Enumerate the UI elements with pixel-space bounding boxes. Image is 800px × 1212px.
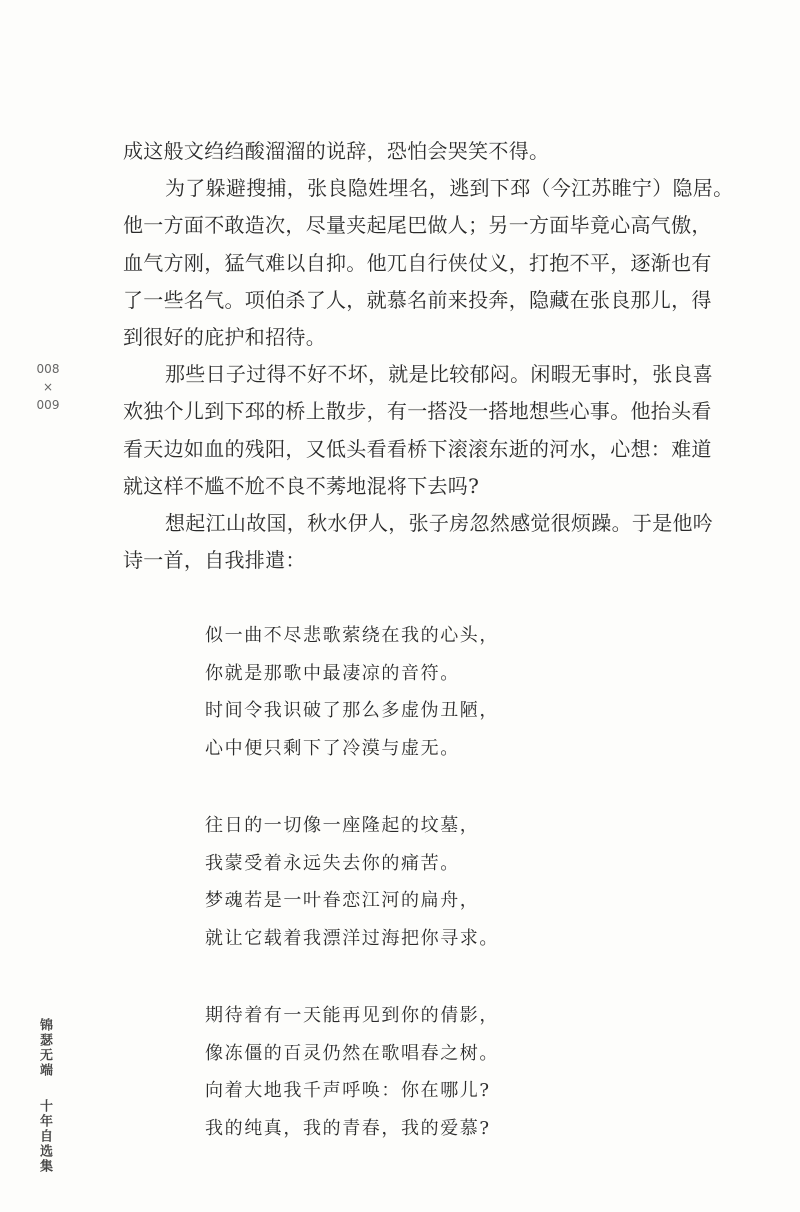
book-subtitle: 十年自选集 <box>37 1098 52 1174</box>
text-line: 为了躲避搜捕，张良隐姓埋名，逃到下邳（今江苏睢宁）隐居。 <box>165 176 734 201</box>
text-line: 那些日子过得不好不坏，就是比较郁闷。闲暇无事时，张良喜 <box>165 362 714 387</box>
text-line: 他一方面不敢造次，尽量夹起尾巴做人；另一方面毕竟心高气傲， <box>123 213 712 238</box>
poem-line: 像冻僵的百灵仍然在歌唱春之树。 <box>205 1042 499 1064</box>
text-line: 诗一首，自我排遣： <box>123 548 306 573</box>
poem-line: 我蒙受着永远失去你的痛苦。 <box>205 852 460 874</box>
text-line: 就这样不尴不尬不良不莠地混将下去吗? <box>123 473 480 498</box>
poem-line: 我的纯真，我的青春，我的爱慕? <box>205 1117 491 1139</box>
poem-line: 你就是那歌中最凄凉的音符。 <box>205 662 460 684</box>
poem-stanza <box>205 997 499 1147</box>
page-number-separator: × <box>42 380 54 394</box>
poem-line: 就让它载着我漂洋过海把你寻求。 <box>205 927 499 949</box>
poem-line: 往日的一切像一座隆起的坟墓， <box>205 815 480 836</box>
text-line: 想起江山故国，秋水伊人，张子房忽然感觉很烦躁。于是他吟 <box>165 510 714 535</box>
poem-line: 梦魂若是一叶眷恋江河的扁舟， <box>205 890 480 911</box>
poem-line: 时间令我识破了那么多虚伪丑陋， <box>205 700 499 721</box>
text-line: 看天边如血的残阳，又低头看看桥下滚滚东逝的河水，心想：难道 <box>123 436 712 461</box>
text-line: 了一些名气。项伯杀了人，就慕名前来投奔，隐藏在张良那儿，得 <box>123 287 712 312</box>
text-line: 成这般文绉绉酸溜溜的说辞，恐怕会哭笑不得。 <box>123 139 550 163</box>
body-text <box>123 133 734 579</box>
book-title: 锦瑟无端 <box>37 1018 52 1078</box>
text-line: 欢独个儿到下邳的桥上散步，有一搭没一搭地想些心事。他抬头看 <box>123 399 712 424</box>
page-numbers <box>36 360 60 414</box>
poem-stanza <box>205 617 499 767</box>
right-page-number: 009 <box>36 398 60 412</box>
text-line: 血气方刚，猛气难以自抑。他兀自行侠仗义，打抱不平，逐渐也有 <box>123 250 712 275</box>
left-page-number: 008 <box>36 362 60 376</box>
text-line: 到很好的庇护和招待。 <box>123 324 326 349</box>
poem-line: 期待着有一天能再见到你的倩影， <box>205 1005 499 1026</box>
poem-stanza <box>205 807 499 957</box>
poem-line: 心中便只剩下了冷漠与虚无。 <box>205 737 460 759</box>
poem-line: 似一曲不尽悲歌萦绕在我的心头， <box>205 625 499 646</box>
running-title <box>36 1018 54 1174</box>
poem-line: 向着大地我千声呼唤：你在哪儿? <box>205 1080 491 1101</box>
